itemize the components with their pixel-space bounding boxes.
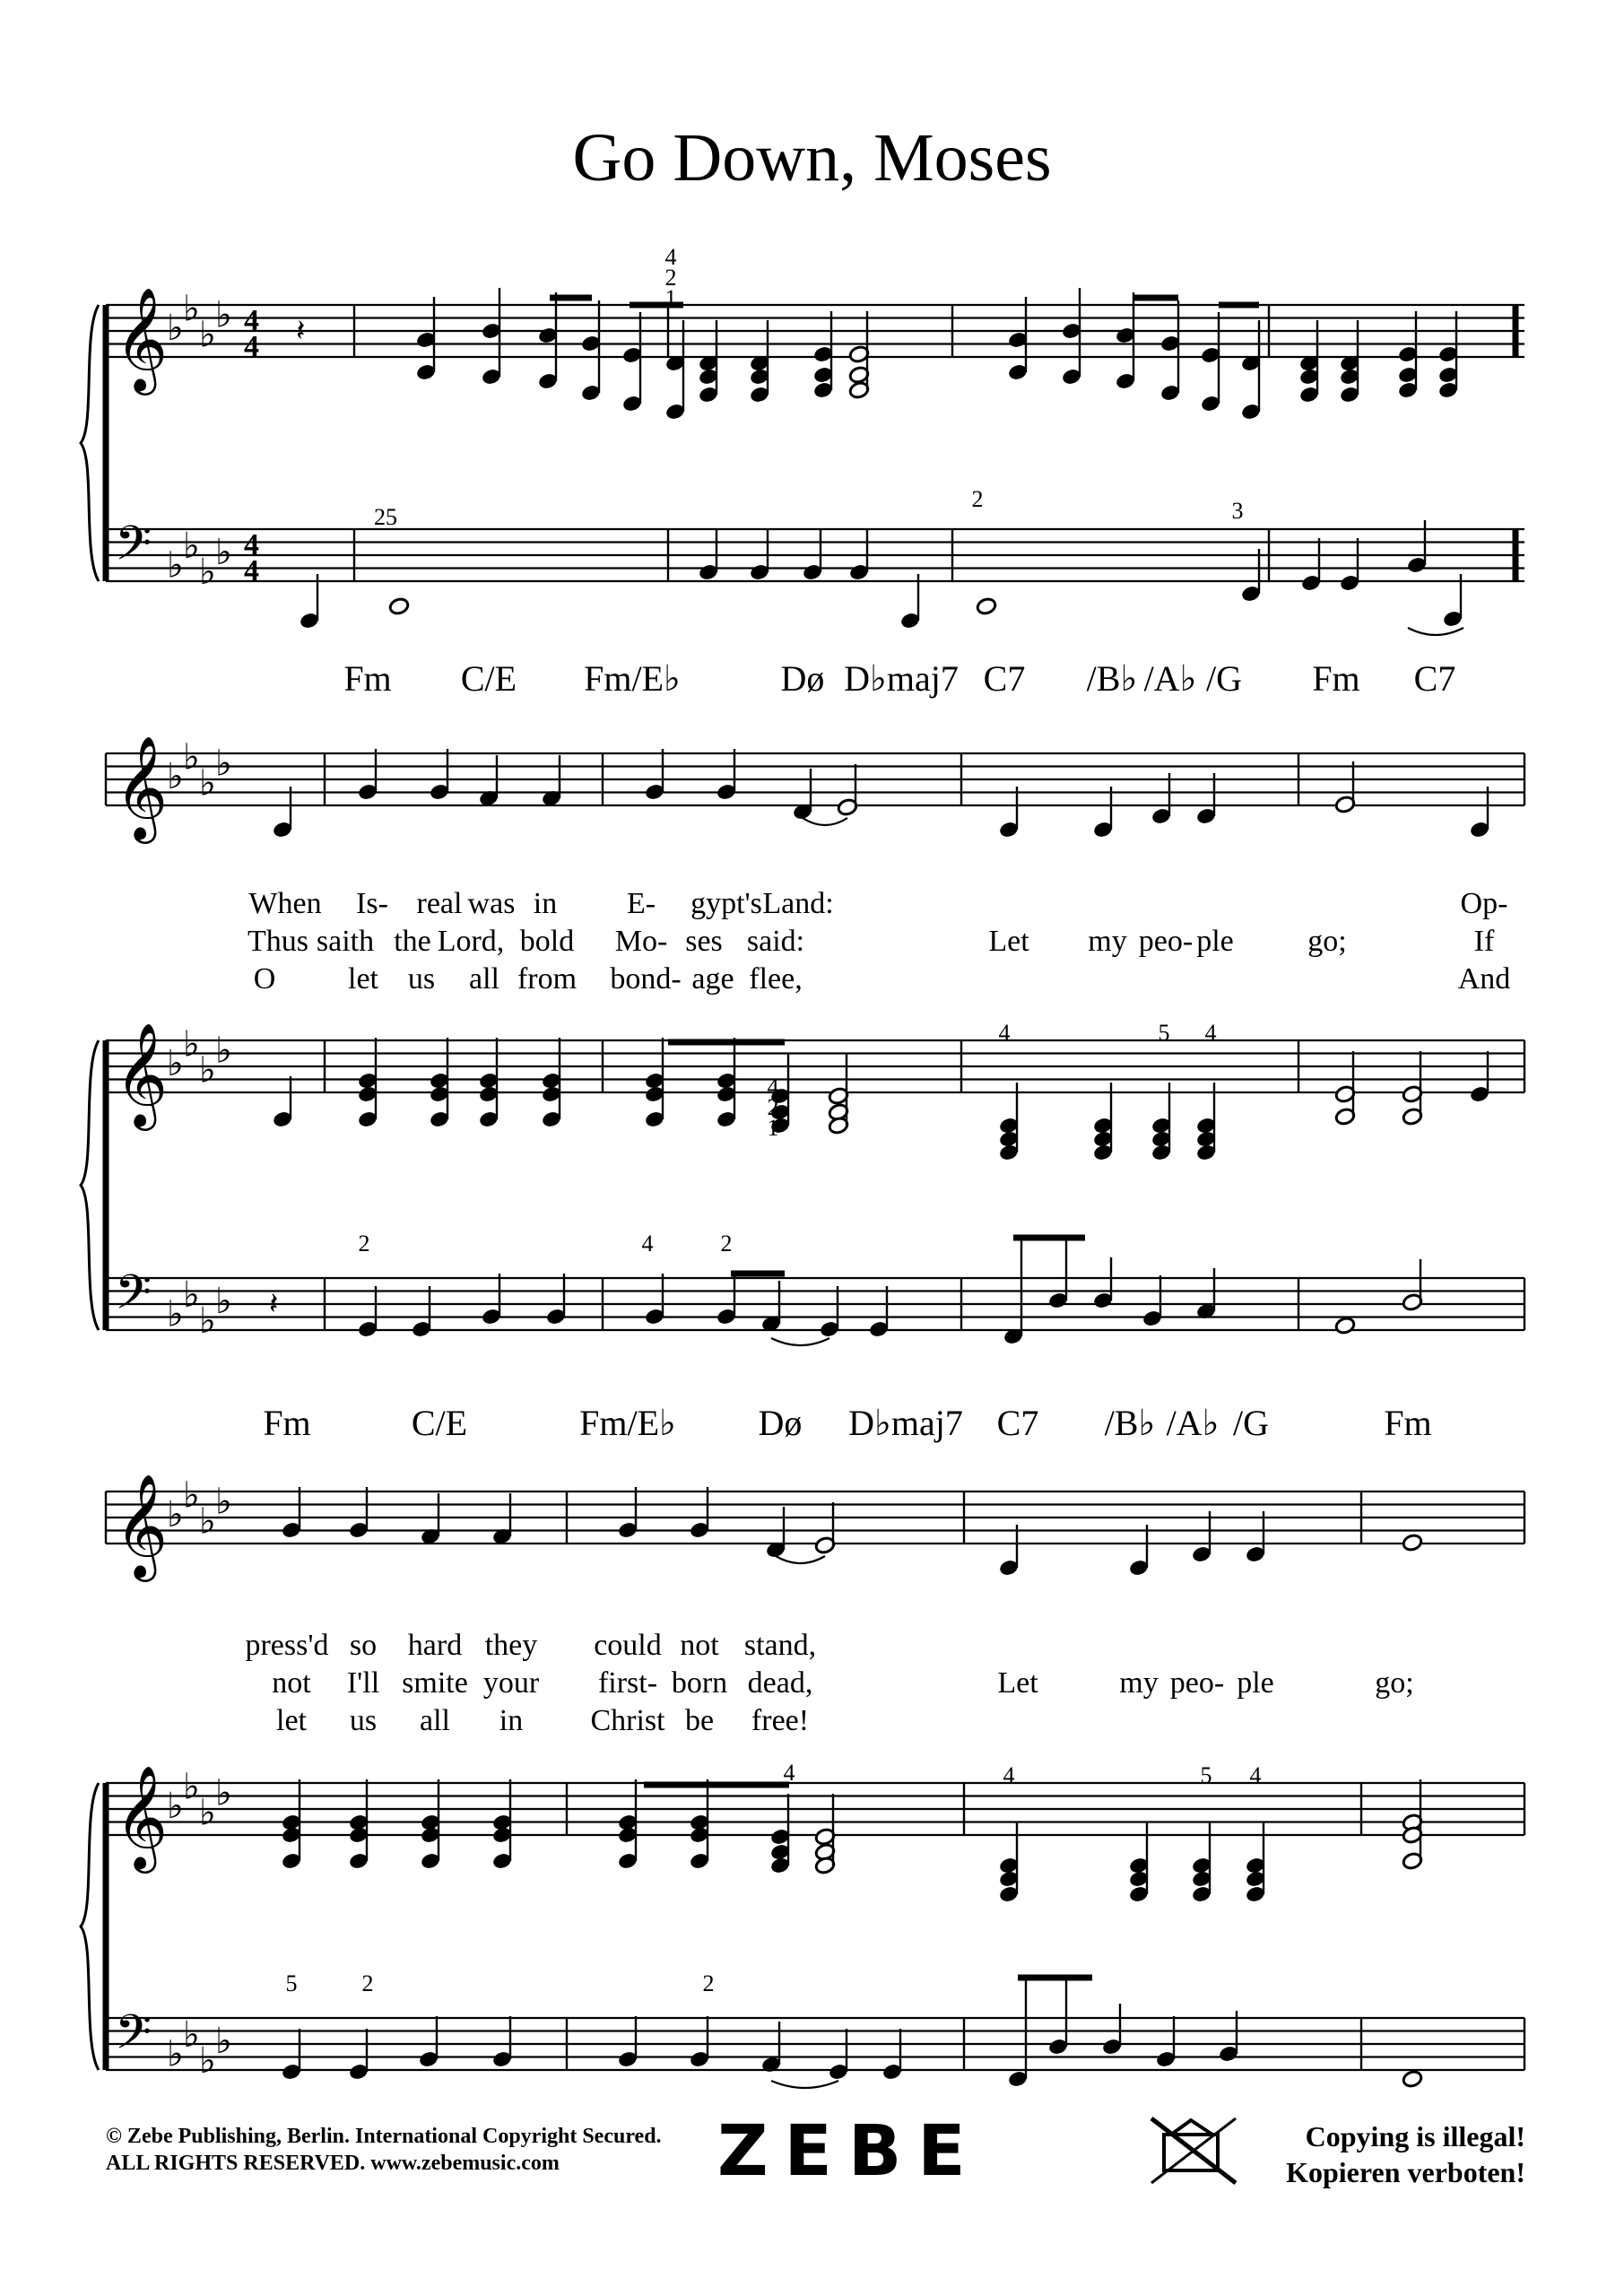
note-head xyxy=(976,597,997,616)
flat-sign: ♭ xyxy=(199,1792,216,1834)
time-signature-top: 4 xyxy=(244,304,259,337)
lyric-verse-2: my xyxy=(1088,925,1127,958)
chord-symbol: /G xyxy=(1206,658,1242,699)
flat-sign: ♭ xyxy=(183,1474,200,1517)
flat-sign: ♭ xyxy=(199,2039,216,2082)
flat-sign: ♭ xyxy=(167,1043,184,1084)
lyric-verse-3: flee, xyxy=(749,962,803,996)
flat-sign: ♭ xyxy=(167,1494,184,1535)
lyric-verse-2: Let xyxy=(997,1666,1038,1700)
fingering: 1 xyxy=(767,1115,779,1141)
tie xyxy=(803,818,847,825)
chord-symbol: /B♭ xyxy=(1086,658,1138,699)
lyric-verse-3: us xyxy=(349,1704,378,1737)
lyric-verse-2: born xyxy=(671,1666,728,1700)
flat-sign: ♭ xyxy=(215,1772,232,1814)
tie xyxy=(776,1556,825,1563)
fingering: 2 xyxy=(664,265,677,291)
lyric-verse-1: was xyxy=(467,887,516,920)
lyric-verse-1: not xyxy=(680,1629,719,1662)
lyric-verse-3: us xyxy=(407,962,436,996)
lyric-verse-2: smite xyxy=(402,1666,468,1700)
chord-symbol: C7 xyxy=(983,658,1026,699)
note-head xyxy=(1334,1317,1356,1335)
chord-symbol: C7 xyxy=(996,1403,1039,1443)
no-copy-icon xyxy=(1146,2115,1245,2187)
treble-clef-icon: 𝄞 xyxy=(115,1473,169,1578)
flat-sign: ♭ xyxy=(167,756,184,797)
chord-symbol: /B♭ xyxy=(1104,1403,1156,1443)
lyric-verse-3: Christ xyxy=(590,1704,665,1737)
copy-warning xyxy=(1286,2118,1525,2190)
lyric-verse-2: Thus xyxy=(248,925,308,958)
chord-symbol: C/E xyxy=(460,658,517,699)
tie xyxy=(771,1338,829,1345)
lyric-verse-2: I'll xyxy=(346,1666,380,1700)
lyric-verse-3: from xyxy=(517,962,578,996)
lyric-verse-1: press'd xyxy=(245,1629,329,1662)
flat-sign: ♭ xyxy=(167,544,184,587)
lyric-verse-3: O xyxy=(253,962,276,996)
copyright-notice xyxy=(106,2123,662,2177)
logo-text: ZEBE xyxy=(717,2111,982,2192)
lyric-verse-1: E- xyxy=(626,887,656,920)
flat-sign: ♭ xyxy=(215,294,232,336)
rest-icon: 𝄽 xyxy=(296,313,306,349)
fingering: 4 xyxy=(641,1231,654,1257)
chord-symbol: /A♭ xyxy=(1166,1403,1220,1443)
tie xyxy=(1408,628,1463,635)
chord-symbol: C/E xyxy=(411,1403,468,1443)
flat-sign: ♭ xyxy=(199,314,216,356)
time-signature-bottom: 4 xyxy=(244,554,259,587)
lyric-verse-2: first- xyxy=(597,1666,658,1700)
lyric-verse-2: dead, xyxy=(747,1666,813,1700)
chord-symbol: Fm xyxy=(263,1403,311,1443)
flat-sign: ♭ xyxy=(199,1300,216,1342)
fingering: 2 xyxy=(358,1231,370,1257)
flat-sign: ♭ xyxy=(167,1786,184,1827)
fingering: 2 xyxy=(361,1970,374,1996)
flat-sign: ♭ xyxy=(183,1766,200,1808)
flat-sign: ♭ xyxy=(183,288,200,330)
lyric-verse-1: Land: xyxy=(762,887,834,920)
flat-sign: ♭ xyxy=(183,525,200,567)
lyric-verse-2: bold xyxy=(519,925,575,958)
chord-symbol: C7 xyxy=(1413,658,1456,699)
lyric-verse-1: real xyxy=(416,887,463,920)
fingering: 2 xyxy=(720,1231,733,1257)
time-signature-bottom: 4 xyxy=(244,330,259,363)
chord-symbol: D♭maj7 xyxy=(848,1403,963,1443)
lyric-verse-3: in xyxy=(499,1704,524,1737)
fingering: 5 xyxy=(285,1970,298,1996)
flat-sign: ♭ xyxy=(215,1281,232,1322)
chord-symbol: Fm xyxy=(343,658,392,699)
publisher-logo xyxy=(717,2111,982,2192)
lyric-verse-1: could xyxy=(594,1629,662,1662)
lyric-verse-2: If xyxy=(1473,925,1495,958)
note-head xyxy=(1402,2070,1423,2089)
lyric-verse-1: they xyxy=(484,1629,538,1662)
treble-clef-icon: 𝄞 xyxy=(115,286,169,391)
lyric-verse-2: peo- xyxy=(1138,925,1194,958)
fingering: 5 xyxy=(1200,1762,1212,1788)
fingering: 4 xyxy=(664,244,677,270)
fingering: 4 xyxy=(1204,1020,1217,1046)
chord-symbol: D♭maj7 xyxy=(844,658,959,699)
lyric-verse-2: go; xyxy=(1375,1666,1414,1700)
fingering: 5 xyxy=(1158,1020,1170,1046)
flat-sign: ♭ xyxy=(199,1500,216,1543)
note-head xyxy=(1402,1534,1423,1552)
fingering: 1 xyxy=(664,285,677,311)
flat-sign: ♭ xyxy=(167,1293,184,1335)
flat-sign: ♭ xyxy=(183,736,200,778)
lyric-verse-3: be xyxy=(684,1704,715,1737)
lyric-verse-2: my xyxy=(1119,1666,1159,1700)
lyric-verse-1: Is- xyxy=(356,887,388,920)
lyric-verse-1: hard xyxy=(407,1629,463,1662)
lyric-verse-2: not xyxy=(272,1666,311,1700)
staff-lines xyxy=(81,286,1524,2082)
lyric-verse-3: all xyxy=(420,1704,450,1737)
lyric-verse-2: peo- xyxy=(1169,1666,1225,1700)
bass-clef-icon: 𝄢 xyxy=(115,1265,152,1332)
brace xyxy=(81,305,99,581)
lyric-verse-2: go; xyxy=(1307,925,1347,958)
lyric-verse-2: the xyxy=(394,925,431,958)
lyric-verse-3: all xyxy=(469,962,499,996)
brace xyxy=(81,1783,99,2070)
chord-symbol: Fm/E♭ xyxy=(579,1403,676,1443)
flat-sign: ♭ xyxy=(183,1274,200,1316)
lyric-verse-2: saith xyxy=(316,925,375,958)
flat-sign: ♭ xyxy=(215,1030,232,1072)
chord-symbol: /G xyxy=(1233,1403,1269,1443)
chord-symbol: Dø xyxy=(780,658,825,699)
chord-symbol: Fm xyxy=(1384,1403,1432,1443)
bass-clef-icon: 𝄢 xyxy=(115,517,152,583)
chord-symbol: Fm xyxy=(1312,658,1360,699)
flat-sign: ♭ xyxy=(167,308,184,349)
lyric-verse-2: Lord, xyxy=(437,925,505,958)
lyric-verse-1: so xyxy=(349,1629,378,1662)
note-head xyxy=(388,597,410,616)
flat-sign: ♭ xyxy=(199,1049,216,1091)
fingering: 4 xyxy=(767,1074,779,1100)
tie xyxy=(771,2081,838,2088)
bass-clef-icon: 𝄢 xyxy=(115,2005,152,2072)
lyric-verse-1: Op- xyxy=(1460,887,1508,920)
lyric-verse-1: in xyxy=(533,887,558,920)
copyright-line-1: © Zebe Publishing, Berlin. International Copyright Secured. xyxy=(106,2125,662,2148)
lyric-verse-2: your xyxy=(482,1666,540,1700)
flat-sign: ♭ xyxy=(167,2033,184,2075)
copyright-line-2: ALL RIGHTS RESERVED. www.zebemusic.com xyxy=(106,2152,560,2175)
treble-clef-icon: 𝄞 xyxy=(115,1764,169,1869)
lyric-verse-2: Mo- xyxy=(614,925,668,958)
lyric-verse-1: When xyxy=(248,887,322,920)
treble-clef-icon: 𝄞 xyxy=(115,1022,169,1126)
copy-warning-german: Kopieren verboten! xyxy=(1286,2156,1525,2188)
fingering: 4 xyxy=(998,1020,1011,1046)
fingering: 25 xyxy=(374,504,397,530)
treble-clef-icon: 𝄞 xyxy=(115,735,169,839)
notes-layer xyxy=(269,288,1490,2088)
lyric-verse-3: bond- xyxy=(610,962,682,996)
flat-sign: ♭ xyxy=(215,532,232,573)
flat-sign: ♭ xyxy=(183,1023,200,1065)
lyric-verse-3: free! xyxy=(751,1704,810,1737)
fingering: 2 xyxy=(971,486,984,512)
lyric-verse-2: ple xyxy=(1237,1666,1274,1700)
chord-symbol: Fm/E♭ xyxy=(584,658,681,699)
lyric-verse-3: And xyxy=(1457,962,1511,996)
lyric-verse-2: said: xyxy=(746,925,805,958)
fingering: 4 xyxy=(1003,1762,1015,1788)
fingering: 3 xyxy=(1231,498,1244,524)
flat-sign: ♭ xyxy=(199,762,216,804)
time-signature-top: 4 xyxy=(244,528,259,561)
lyric-verse-3: let xyxy=(348,962,378,996)
brace xyxy=(81,1040,99,1330)
fingering: 4 xyxy=(1249,1762,1262,1788)
flat-sign: ♭ xyxy=(199,551,216,593)
lyric-verse-1: gypt's xyxy=(690,887,762,920)
lyric-verse-2: Let xyxy=(988,925,1029,958)
fingering: 2 xyxy=(767,1094,779,1120)
flat-sign: ♭ xyxy=(215,743,232,785)
flat-sign: ♭ xyxy=(183,2013,200,2056)
lyric-verse-3: let xyxy=(276,1704,307,1737)
lyric-verse-3: age xyxy=(691,962,734,996)
flat-sign: ♭ xyxy=(215,1481,232,1523)
lyric-verse-1: stand, xyxy=(743,1629,817,1662)
chord-symbol: Dø xyxy=(758,1403,803,1443)
rest-icon: 𝄽 xyxy=(269,1286,279,1322)
copy-warning-english: Copying is illegal! xyxy=(1305,2120,1525,2152)
song-title: Go Down, Moses xyxy=(572,120,1052,196)
lyric-verse-2: ple xyxy=(1196,925,1234,958)
chord-symbol: /A♭ xyxy=(1143,658,1197,699)
fingering: 2 xyxy=(702,1970,715,1996)
flat-sign: ♭ xyxy=(215,2021,232,2062)
lyric-verse-2: ses xyxy=(685,925,723,958)
fingering: 4 xyxy=(783,1760,795,1786)
